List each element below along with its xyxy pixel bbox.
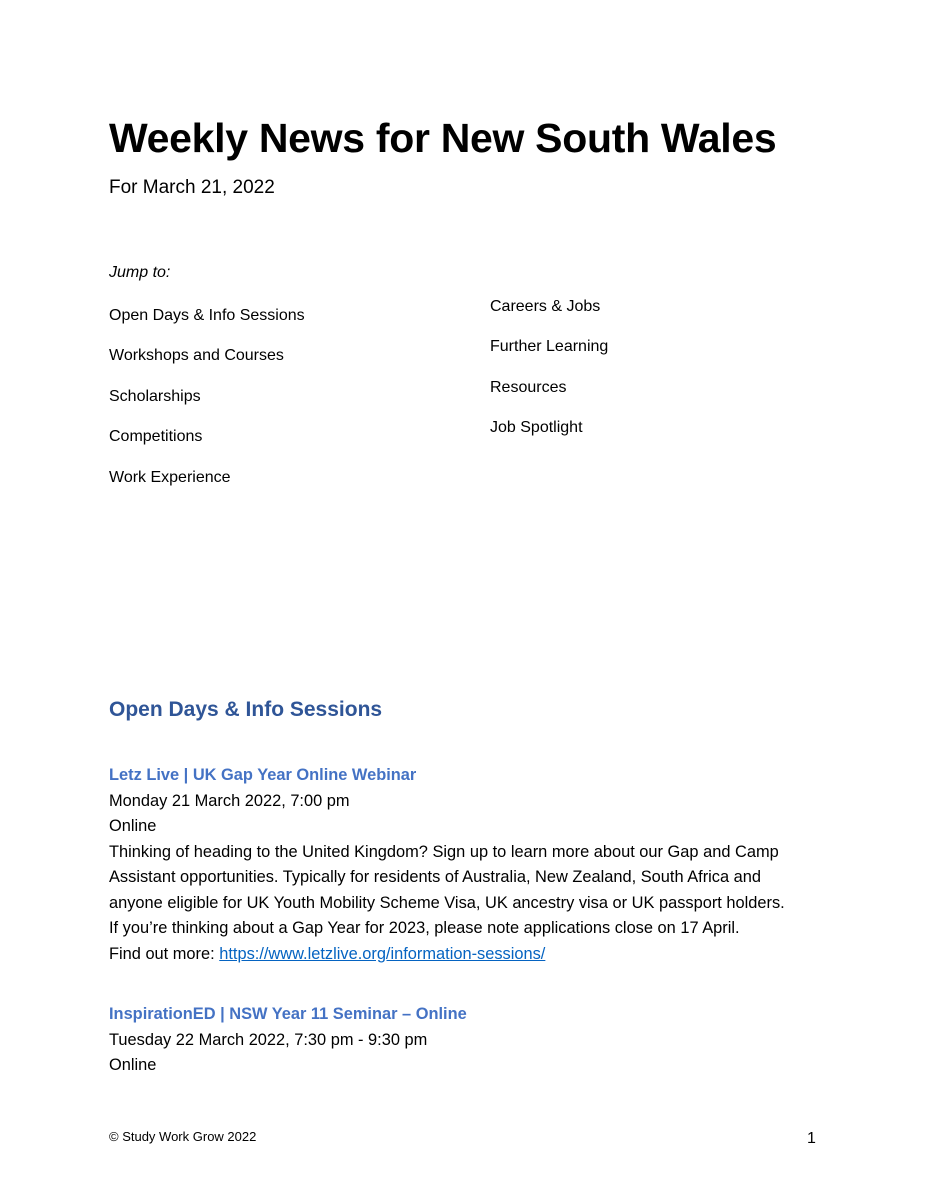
jump-link-competitions[interactable]: Competitions — [109, 428, 203, 446]
section-heading-open-days: Open Days & Info Sessions — [109, 698, 383, 721]
jump-link-job-spotlight[interactable]: Job Spotlight — [490, 419, 583, 437]
event-find-out-more — [109, 942, 809, 968]
jump-to-label: Jump to: — [109, 264, 171, 281]
jump-link-scholarships[interactable]: Scholarships — [109, 387, 201, 405]
event-location: Online — [109, 1056, 157, 1074]
event-title[interactable]: Letz Live | UK Gap Year Online Webinar — [109, 766, 417, 784]
event-letz-live — [109, 763, 809, 967]
event-datetime: Tuesday 22 March 2022, 7:30 pm - 9:30 pm — [109, 1030, 428, 1049]
jump-link-work-experience[interactable]: Work Experience — [109, 468, 231, 486]
event-title[interactable]: InspirationED | NSW Year 11 Seminar – Online — [109, 1005, 467, 1023]
event-datetime: Monday 21 March 2022, 7:00 pm — [109, 791, 350, 810]
event-inspirationed — [109, 1002, 809, 1079]
jump-link-careers-jobs[interactable]: Careers & Jobs — [490, 298, 601, 315]
jump-link-further-learning[interactable]: Further Learning — [490, 338, 609, 356]
jump-links-right — [490, 296, 608, 458]
find-out-more-label: Find out more: — [109, 944, 220, 963]
page-title: Weekly News for New South Wales — [109, 115, 777, 161]
page-number: 1 — [807, 1130, 816, 1147]
event-description-line: Thinking of heading to the United Kingdom? Sign up to learn more about our Gap and Camp — [109, 842, 779, 861]
footer-copyright: © Study Work Grow 2022 — [109, 1129, 257, 1144]
jump-link-resources[interactable]: Resources — [490, 378, 567, 396]
event-description-line: If you’re thinking about a Gap Year for 2023, please note applications close on 17 April. — [109, 919, 740, 937]
event-description-line: Assistant opportunities. Typically for residents of Australia, New Zealand, South Africa and — [109, 868, 762, 886]
issue-date: For March 21, 2022 — [109, 177, 275, 198]
event-location: Online — [109, 817, 157, 835]
jump-links-left — [109, 305, 305, 507]
jump-link-open-days[interactable]: Open Days & Info Sessions — [109, 307, 305, 324]
event-link[interactable]: https://www.letzlive.org/information-sessions/ — [219, 944, 546, 963]
jump-link-workshops[interactable]: Workshops and Courses — [109, 347, 284, 365]
event-description-line: anyone eligible for UK Youth Mobility Scheme Visa, UK ancestry visa or UK passport holders. — [109, 893, 785, 912]
